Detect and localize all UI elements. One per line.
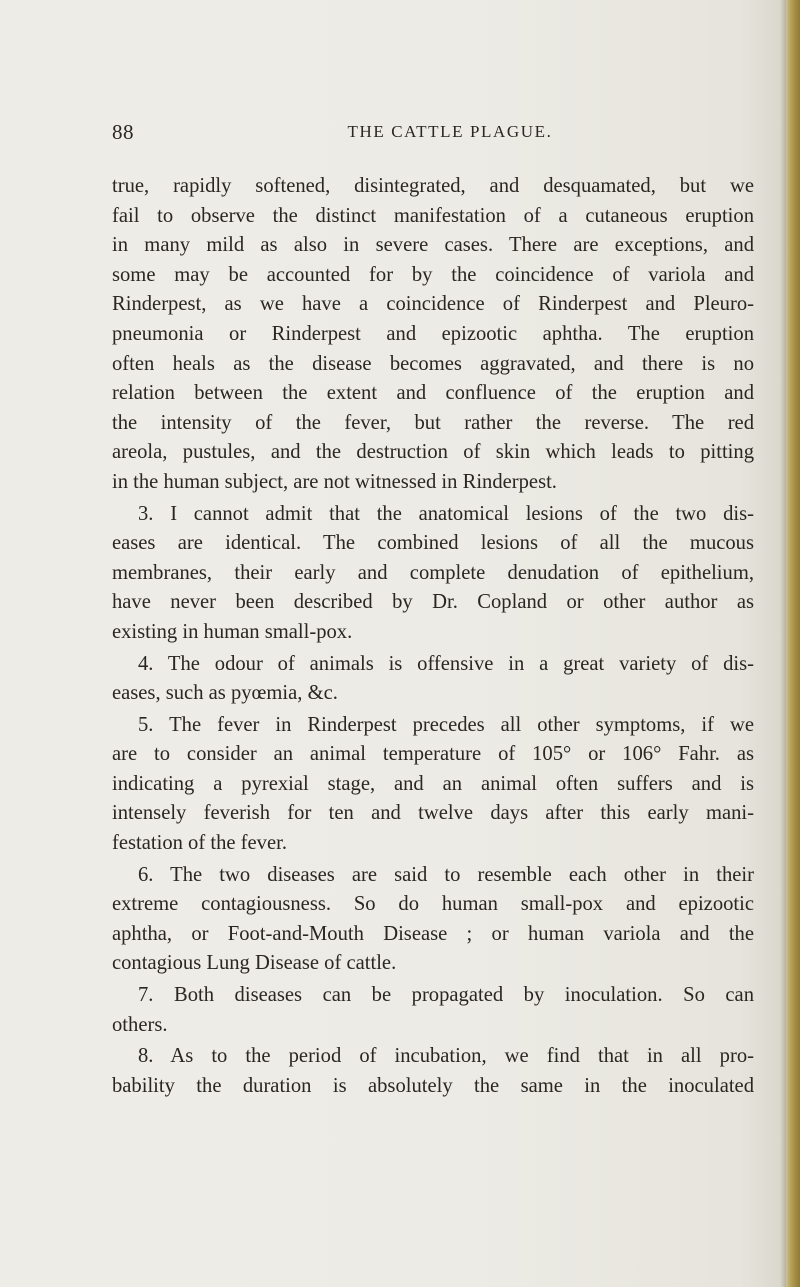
text-line: often heals as the disease becomes aggravated, and there is no bbox=[112, 352, 754, 375]
text-line: Rinderpest, as we have a coincidence of Rinderpest and Pleuro- bbox=[112, 293, 754, 316]
text-line: relation between the extent and confluence of the eruption and bbox=[112, 382, 754, 405]
text-line: 7. Both diseases can be propagated by inoculation. So can bbox=[138, 984, 754, 1007]
text-line: eases, such as pyœmia, &c. bbox=[112, 682, 338, 705]
page-number: 88 bbox=[112, 120, 134, 144]
text-line: 8. As to the period of incubation, we find that in all pro- bbox=[138, 1045, 754, 1068]
text-line: some may be accounted for by the coincidence of variola and bbox=[112, 263, 754, 286]
text-line: others. bbox=[112, 1013, 168, 1036]
paragraph bbox=[112, 172, 754, 498]
text-line: pneumonia or Rinderpest and epizootic aphtha. The eruption bbox=[112, 322, 754, 345]
text-line: festation of the fever. bbox=[112, 832, 287, 855]
text-line: bability the duration is absolutely the same in the inoculated bbox=[112, 1074, 754, 1097]
running-title: THE CATTLE PLAGUE. bbox=[347, 122, 553, 141]
text-line: are to consider an animal temperature of 105° or 106° Fahr. as bbox=[112, 743, 754, 766]
text-line: indicating a pyrexial stage, and an animal often suffers and is bbox=[112, 772, 754, 795]
text-line: in the human subject, are not witnessed in Rinderpest. bbox=[112, 470, 557, 493]
body-text bbox=[112, 172, 754, 1101]
paragraph bbox=[112, 861, 754, 979]
text-line: the intensity of the fever, but rather the reverse. The red bbox=[112, 411, 754, 434]
text-line: 4. The odour of animals is offensive in a great variety of dis- bbox=[138, 652, 754, 675]
gilt-page-edge bbox=[786, 0, 800, 1287]
text-line: areola, pustules, and the destruction of skin which leads to pitting bbox=[112, 441, 754, 464]
text-line: eases are identical. The combined lesions of all the mucous bbox=[112, 532, 754, 555]
paragraph bbox=[112, 500, 754, 648]
text-line: existing in human small-pox. bbox=[112, 620, 353, 643]
text-line: true, rapidly softened, disintegrated, and desquamated, but we bbox=[112, 175, 754, 197]
text-line: 6. The two diseases are said to resemble each other in their bbox=[138, 863, 754, 886]
paragraph bbox=[112, 981, 754, 1040]
text-line: fail to observe the distinct manifestation of a cutaneous eruption bbox=[112, 204, 754, 227]
paragraph bbox=[112, 711, 754, 859]
running-head bbox=[112, 120, 752, 148]
text-line: 3. I cannot admit that the anatomical lesions of the two dis- bbox=[138, 502, 754, 525]
paragraph bbox=[112, 1042, 754, 1101]
text-line: aphtha, or Foot-and-Mouth Disease ; or human variola and the bbox=[112, 922, 754, 945]
text-line: extreme contagiousness. So do human small-pox and epizootic bbox=[112, 893, 754, 916]
text-line: intensely feverish for ten and twelve days after this early mani- bbox=[112, 802, 754, 825]
text-line: in many mild as also in severe cases. There are exceptions, and bbox=[112, 234, 754, 257]
paragraph bbox=[112, 650, 754, 709]
text-line: membranes, their early and complete denudation of epithelium, bbox=[112, 561, 754, 584]
text-line: 5. The fever in Rinderpest precedes all other symptoms, if we bbox=[138, 713, 754, 736]
text-line: have never been described by Dr. Copland or other author as bbox=[112, 591, 754, 614]
text-line: contagious Lung Disease of cattle. bbox=[112, 952, 397, 975]
